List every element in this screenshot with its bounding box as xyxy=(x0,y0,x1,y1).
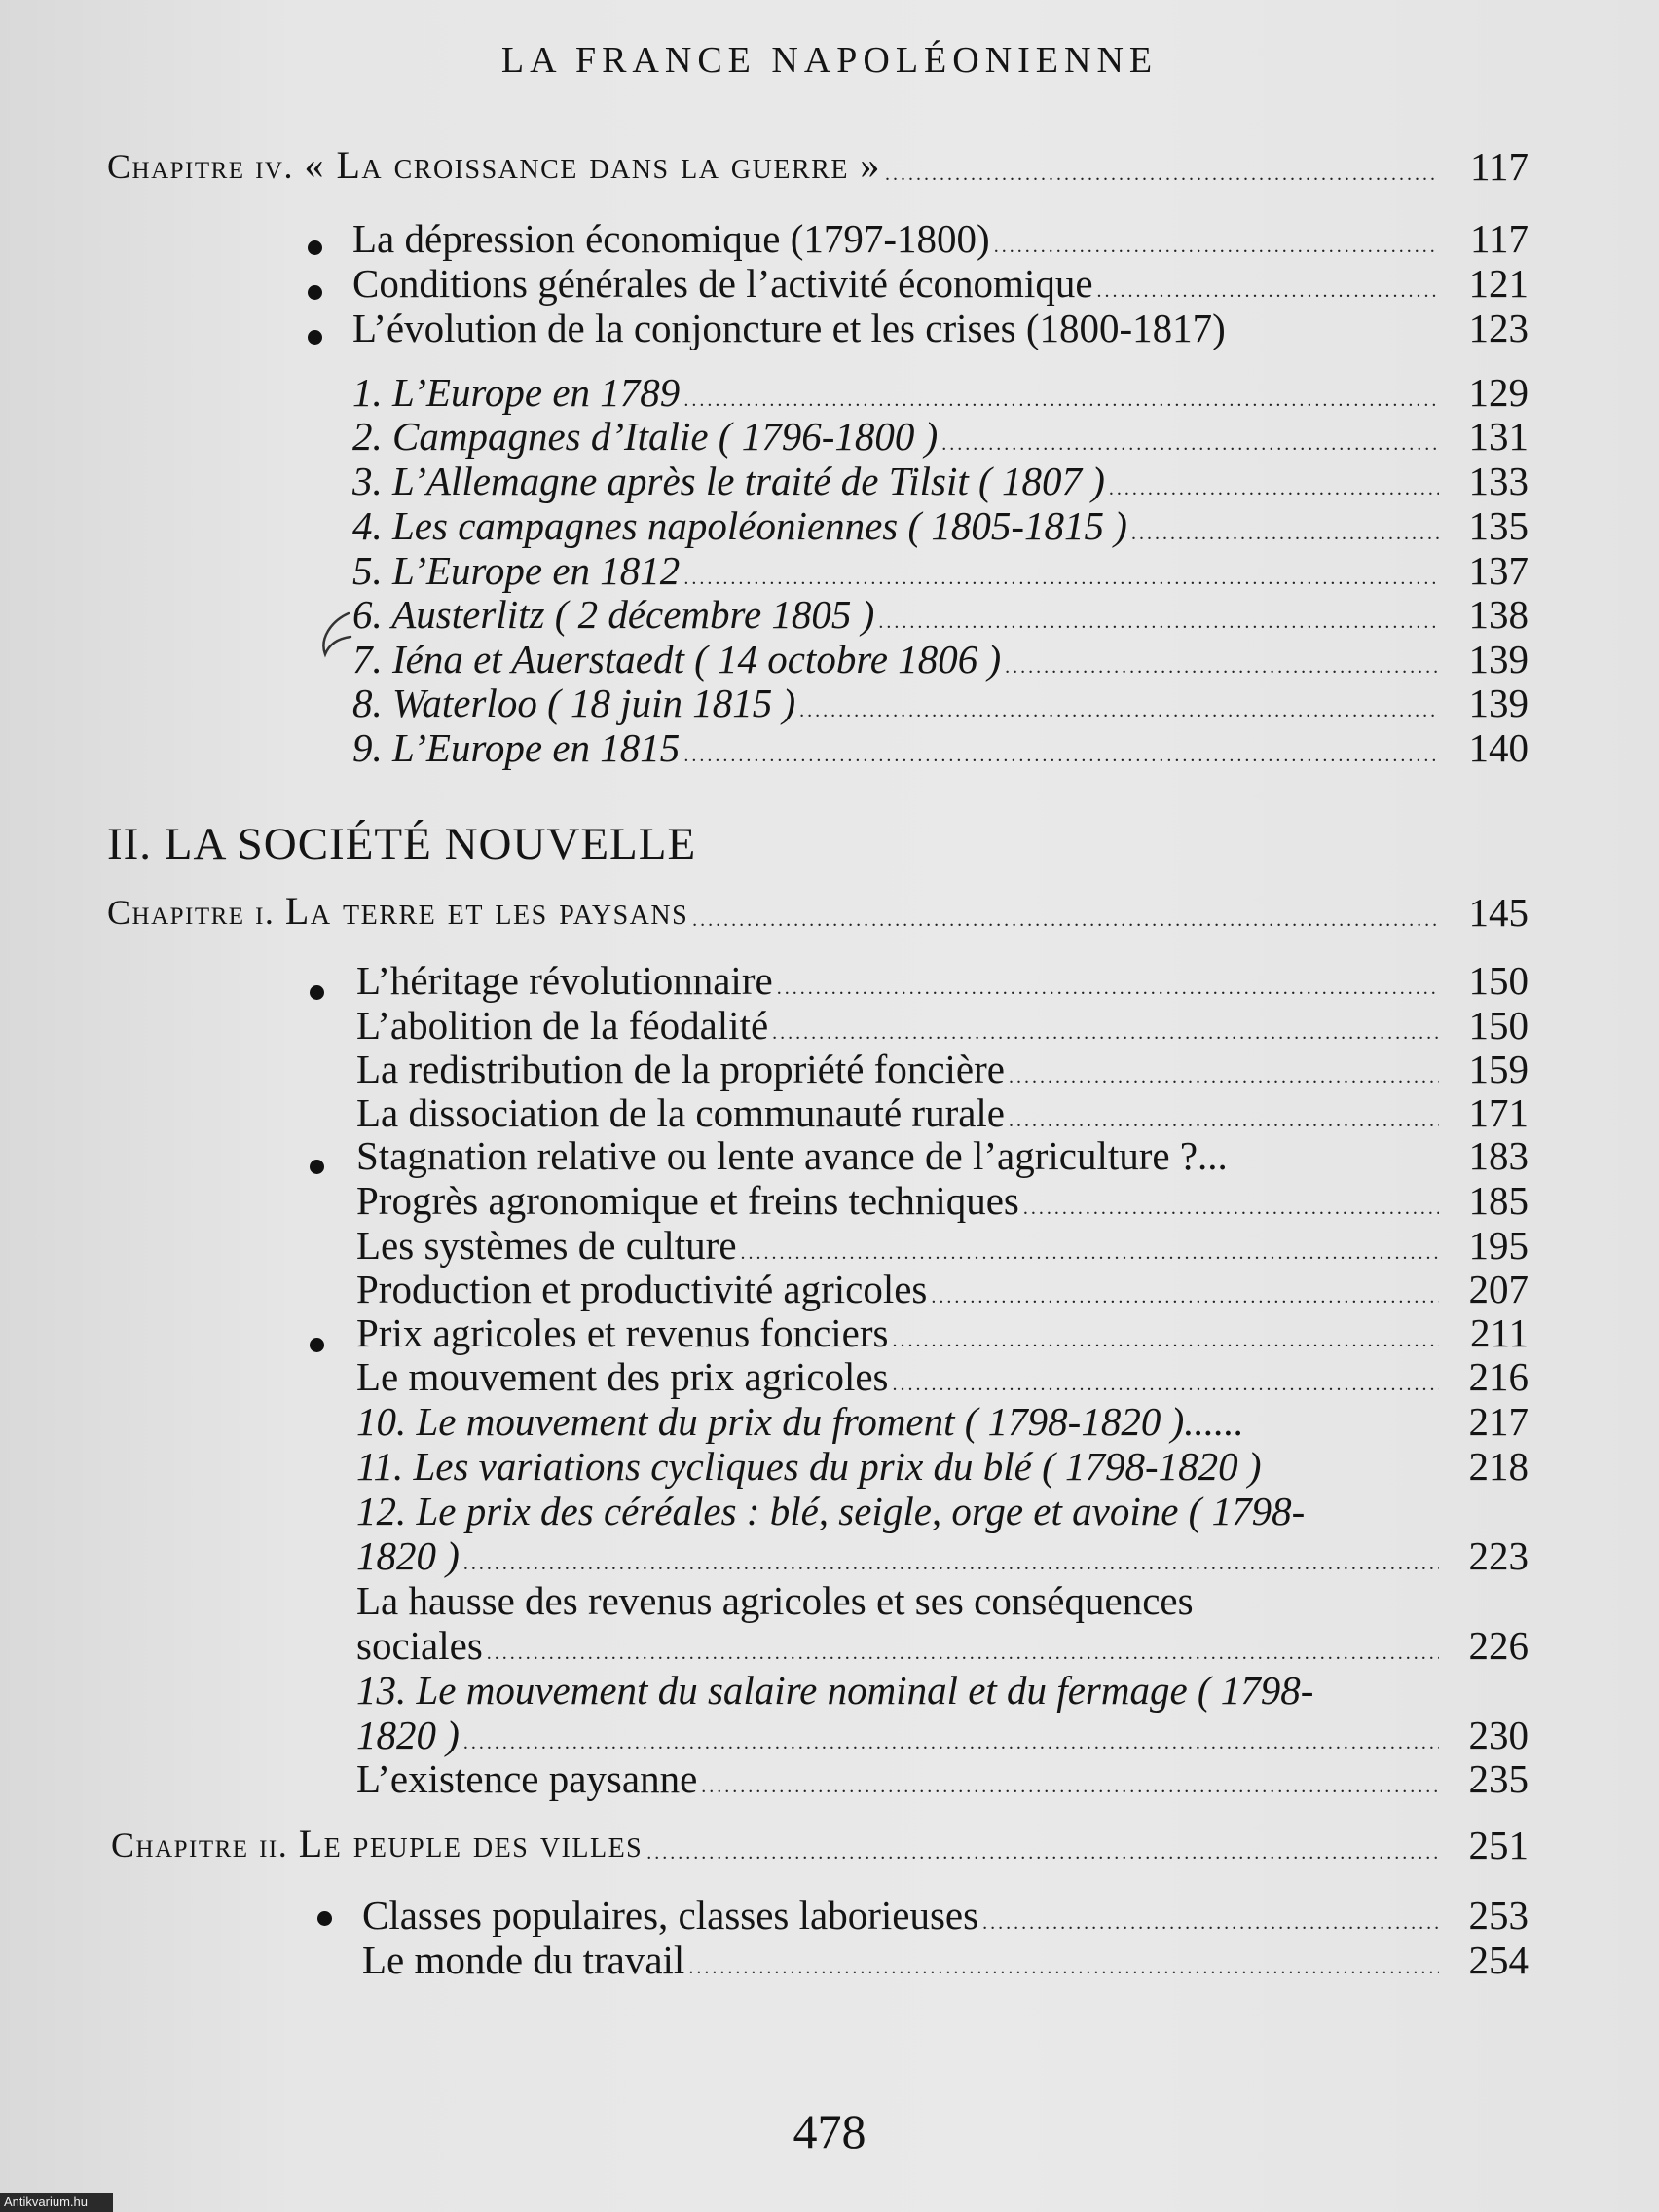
toc-entry-text: Les systèmes de culture xyxy=(356,1223,737,1268)
chapter-i-page: 145 xyxy=(1468,890,1529,935)
toc-entry-page: 226 xyxy=(1468,1623,1529,1668)
figure-entry xyxy=(352,592,1529,637)
dot-leader xyxy=(683,386,1439,415)
toc-entry-text: L’existence paysanne xyxy=(356,1756,698,1801)
chapter-iv-page: 117 xyxy=(1470,144,1529,189)
toc-entry-page: 150 xyxy=(1468,958,1529,1003)
dot-leader xyxy=(1009,1062,1439,1091)
figure-page: 223 xyxy=(1468,1533,1529,1578)
toc-entry-page: 195 xyxy=(1468,1223,1529,1268)
figure-page: 138 xyxy=(1468,592,1529,637)
figure-entry xyxy=(356,1444,1529,1489)
bullet-icon xyxy=(317,1911,332,1926)
figure-number: 2. xyxy=(352,414,383,459)
toc-entry xyxy=(356,1003,1529,1048)
dot-leader xyxy=(1097,276,1439,306)
dot-leader xyxy=(741,1238,1439,1268)
toc-entry-page: 183 xyxy=(1468,1133,1529,1178)
bullet-icon xyxy=(308,285,322,300)
toc-entry-page: 117 xyxy=(1470,216,1529,261)
toc-entry-page: 185 xyxy=(1468,1178,1529,1223)
figure-page: 135 xyxy=(1468,503,1529,548)
toc-entry-page: 123 xyxy=(1468,306,1529,350)
chapter-i-prefix: Chapitre i. xyxy=(107,893,276,932)
figure-label xyxy=(352,592,874,637)
figure-label xyxy=(352,725,680,770)
dot-leader xyxy=(1023,1194,1439,1223)
dot-leader xyxy=(1109,474,1439,503)
figure-title: Campagnes d’Italie ( 1796-1800 ) xyxy=(392,414,939,459)
figure-title: L’Allemagne après le traité de Tilsit ( 1807 ) xyxy=(392,459,1105,503)
figure-entry xyxy=(356,1533,1529,1578)
toc-entry xyxy=(356,1354,1529,1399)
toc-entry-page: 150 xyxy=(1468,1003,1529,1048)
figure-title: Austerlitz ( 2 décembre 1805 ) xyxy=(391,592,875,637)
dot-leader xyxy=(1009,1106,1439,1135)
figure-page: 139 xyxy=(1468,637,1529,682)
figure-title: L’Europe en 1812 xyxy=(392,548,681,593)
figure-title: L’Europe en 1815 xyxy=(392,725,681,770)
figure-page: 140 xyxy=(1468,725,1529,770)
toc-entry-text: L’évolution de la conjoncture et les crises (1800-1817) xyxy=(352,306,1226,350)
chapter-i-title: La terre et les paysans xyxy=(284,889,689,933)
toc-entry xyxy=(356,1133,1529,1178)
page-number: 478 xyxy=(793,2104,866,2158)
figure-number: 6. xyxy=(352,592,383,637)
toc-entry-text: Production et productivité agricoles xyxy=(356,1267,928,1311)
part-title: II. LA SOCIÉTÉ NOUVELLE xyxy=(107,819,697,869)
bullet-icon xyxy=(310,1338,324,1352)
toc-entry-text: Prix agricoles et revenus fonciers xyxy=(356,1310,889,1355)
figure-label xyxy=(352,681,795,725)
chapter-iv-heading xyxy=(107,144,1529,189)
toc-entry-page: 254 xyxy=(1468,1937,1529,1982)
figure-page: 129 xyxy=(1468,370,1529,415)
running-head: LA FRANCE NAPOLÉONIENNE xyxy=(500,40,1159,81)
figure-label xyxy=(352,370,680,415)
figure-number: 9. xyxy=(352,725,383,770)
dot-leader xyxy=(931,1282,1439,1311)
toc-entry-text: Stagnation relative ou lente avance de l’agriculture ?... xyxy=(356,1133,1228,1178)
chapter-iv-prefix: Chapitre iv. xyxy=(107,147,294,186)
toc-entry-text: Classes populaires, classes laborieuses xyxy=(362,1893,979,1937)
figure-label xyxy=(352,548,680,593)
toc-entry xyxy=(356,958,1529,1003)
chapter-iv-label xyxy=(107,143,881,189)
dot-leader xyxy=(892,1326,1439,1355)
figure-number: 7. xyxy=(352,637,383,682)
dot-leader xyxy=(994,232,1439,261)
figure-entry xyxy=(352,681,1529,725)
toc-entry xyxy=(352,261,1529,306)
toc-entry-continuation: sociales xyxy=(356,1623,483,1668)
dot-leader xyxy=(487,1639,1439,1668)
figure-title-continuation: 1820 ) xyxy=(356,1533,460,1578)
figure-entry xyxy=(352,459,1529,503)
dot-leader xyxy=(683,564,1439,593)
toc-entry-text: Le monde du travail xyxy=(362,1937,685,1982)
toc-entry xyxy=(356,1267,1529,1311)
toc-entry-page: 253 xyxy=(1468,1893,1529,1937)
toc-entry-page: 207 xyxy=(1468,1267,1529,1311)
toc-entry xyxy=(362,1937,1529,1982)
figure-number: 4. xyxy=(352,503,383,548)
dot-leader xyxy=(893,1370,1440,1399)
toc-entry xyxy=(352,216,1529,261)
figure-label xyxy=(352,503,1127,548)
pencil-mark-icon xyxy=(310,606,368,664)
figure-title: L’Europe en 1789 xyxy=(392,370,681,415)
figure-page: 230 xyxy=(1468,1713,1529,1757)
figure-title: 10. Le mouvement du prix du froment ( 1798-1820 )...... xyxy=(356,1399,1244,1444)
toc-entry xyxy=(356,1047,1529,1091)
figure-entry xyxy=(356,1713,1529,1757)
dot-leader xyxy=(683,741,1439,770)
toc-entry-text: La redistribution de la propriété foncière xyxy=(356,1047,1005,1091)
chapter-i-heading xyxy=(107,890,1529,935)
dot-leader xyxy=(772,1018,1439,1048)
chapter-ii-heading xyxy=(111,1823,1529,1867)
toc-entry-text: Progrès agronomique et freins techniques xyxy=(356,1178,1019,1223)
figure-title: Waterloo ( 18 juin 1815 ) xyxy=(392,681,796,725)
toc-entry xyxy=(356,1310,1529,1355)
figure-title: 13. Le mouvement du salaire nominal et du fermage ( 1798- xyxy=(356,1668,1314,1713)
toc-entry-page: 159 xyxy=(1468,1047,1529,1091)
bullet-icon xyxy=(310,985,324,1000)
watermark: Antikvarium.hu xyxy=(0,2193,113,2212)
figure-label xyxy=(352,637,1001,682)
dot-leader xyxy=(463,1728,1439,1757)
toc-entry-text: L’abolition de la féodalité xyxy=(356,1003,769,1048)
figure-page: 131 xyxy=(1468,414,1529,459)
toc-entry-text: L’héritage révolutionnaire xyxy=(356,958,773,1003)
figure-entry xyxy=(356,1399,1529,1444)
figure-title: 11. Les variations cycliques du prix du blé ( 1798-1820 ) xyxy=(356,1444,1262,1489)
toc-entry xyxy=(356,1756,1529,1801)
dot-leader xyxy=(463,1549,1439,1578)
figure-page: 133 xyxy=(1468,459,1529,503)
bullet-icon xyxy=(310,1160,324,1174)
bullet-icon xyxy=(308,330,322,345)
dot-leader xyxy=(777,974,1439,1003)
figure-label xyxy=(352,459,1105,503)
dot-leader xyxy=(885,160,1439,189)
dot-leader xyxy=(799,696,1439,725)
toc-entry xyxy=(356,1223,1529,1268)
dot-leader xyxy=(982,1908,1439,1937)
dot-leader xyxy=(941,429,1439,459)
toc-entry-page: 171 xyxy=(1468,1090,1529,1135)
toc-entry xyxy=(352,306,1529,350)
figure-number: 8. xyxy=(352,681,383,725)
toc-entry xyxy=(356,1178,1529,1223)
figure-page: 139 xyxy=(1468,681,1529,725)
figure-page: 217 xyxy=(1468,1399,1529,1444)
chapter-iv-title: « La croissance dans la guerre » xyxy=(304,143,881,187)
bullet-icon xyxy=(308,240,322,255)
figure-page: 218 xyxy=(1468,1444,1529,1489)
chapter-ii-prefix: Chapitre ii. xyxy=(111,1825,289,1864)
figure-title-continuation: 1820 ) xyxy=(356,1713,460,1757)
chapter-i-label xyxy=(107,889,688,935)
figure-entry xyxy=(352,414,1529,459)
toc-entry-text: La dépression économique (1797-1800) xyxy=(352,216,990,261)
dot-leader xyxy=(878,608,1439,637)
dot-leader xyxy=(692,905,1439,935)
figure-entry xyxy=(352,370,1529,415)
figure-title: Les campagnes napoléoniennes ( 1805-1815 ) xyxy=(392,503,1127,548)
dot-leader xyxy=(1005,652,1439,682)
toc-entry xyxy=(356,1623,1529,1668)
toc-entry-page: 235 xyxy=(1468,1756,1529,1801)
toc-entry-text: Conditions générales de l’activité économique xyxy=(352,261,1093,306)
dot-leader xyxy=(688,1953,1439,1982)
figure-entry xyxy=(352,503,1529,548)
figure-entry xyxy=(352,725,1529,770)
toc-entry-text: Le mouvement des prix agricoles xyxy=(356,1354,889,1399)
figure-number: 1. xyxy=(352,370,383,415)
dot-leader xyxy=(646,1838,1439,1867)
toc-entry-page: 121 xyxy=(1468,261,1529,306)
chapter-ii-label xyxy=(111,1822,643,1867)
toc-entry-text: La dissociation de la communauté rurale xyxy=(356,1090,1006,1135)
figure-title: Iéna et Auerstaedt ( 14 octobre 1806 ) xyxy=(392,637,1002,682)
dot-leader xyxy=(1131,519,1439,548)
chapter-ii-page: 251 xyxy=(1468,1823,1529,1867)
figure-page: 137 xyxy=(1468,548,1529,593)
toc-entry xyxy=(362,1893,1529,1937)
toc-entry-page: 211 xyxy=(1470,1310,1529,1355)
dot-leader xyxy=(701,1772,1439,1801)
figure-label xyxy=(352,414,938,459)
figure-title: 12. Le prix des céréales : blé, seigle, orge et avoine ( 1798- xyxy=(356,1489,1306,1533)
figure-entry xyxy=(352,637,1529,682)
figure-number: 3. xyxy=(352,459,383,503)
toc-entry-text: La hausse des revenus agricoles et ses conséquences xyxy=(356,1578,1194,1623)
toc-entry xyxy=(356,1090,1529,1135)
figure-number: 5. xyxy=(352,548,383,593)
chapter-ii-title: Le peuple des villes xyxy=(298,1822,644,1865)
figure-entry xyxy=(352,548,1529,593)
toc-entry-page: 216 xyxy=(1468,1354,1529,1399)
